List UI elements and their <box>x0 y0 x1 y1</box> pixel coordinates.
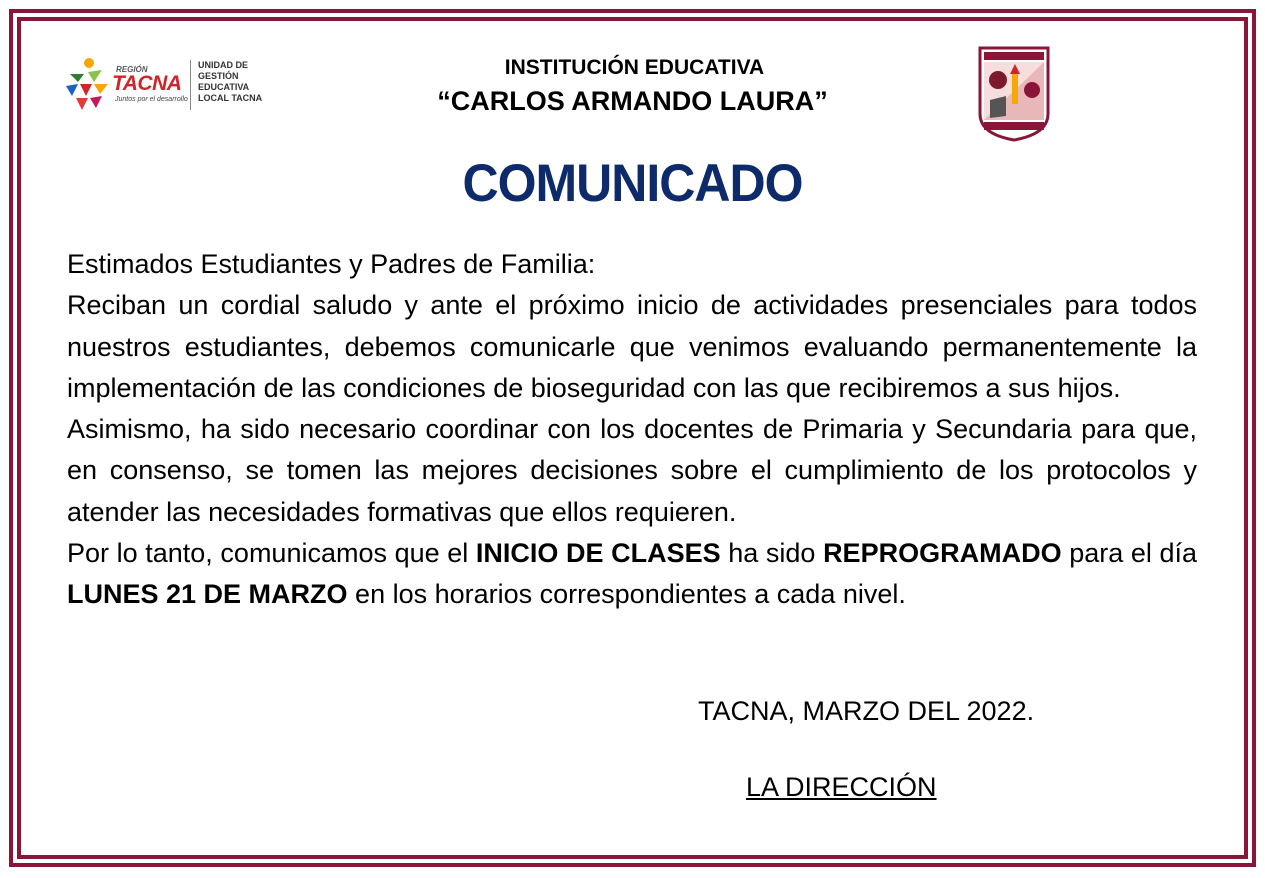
paragraph-2: Asimismo, ha sido necesario coordinar con los docentes de Primaria y Secundaria para que, en consenso, se tomen las mejores decisiones sobre el cumplimiento de los protocolos y atender las necesidades formativas que ellos requieren. <box>67 414 1197 527</box>
greeting: Estimados Estudiantes y Padres de Familia: <box>67 249 596 279</box>
date-emphasis: LUNES 21 DE MARZO <box>67 579 348 610</box>
brand-tagline: Juntos por el desarrollo <box>115 96 188 103</box>
paragraph-3 <box>67 533 1197 616</box>
institution-type: INSTITUCIÓN EDUCATIVA <box>504 56 765 79</box>
school-crest-icon <box>976 44 1052 142</box>
paragraph-1: Reciban un cordial saludo y ante el próximo inicio de actividades presenciales para todos nuestros estudiantes, debemos comunicarle que venimos evaluando permanentemente la implementación de las condiciones de bioseguridad con las que recibiremos a sus hijos. <box>67 290 1197 403</box>
notice-body <box>67 244 1197 616</box>
para3-text-a: Por lo tanto, comunicamos que el <box>67 538 476 569</box>
ugel-unit-name: UNIDAD DE GESTIÓN EDUCATIVA LOCAL TACNA <box>198 60 263 103</box>
place-date: TACNA, MARZO DEL 2022. <box>698 696 1035 726</box>
rescheduled-emphasis: REPROGRAMADO <box>823 538 1062 569</box>
signature: LA DIRECCIÓN <box>746 772 937 802</box>
classes-start-emphasis: INICIO DE CLASES <box>475 538 721 569</box>
notice-title: COMUNICADO <box>462 153 803 213</box>
para3-text-g: en los horarios correspondientes a cada nivel. <box>347 579 906 610</box>
tacna-brand: TACNA <box>112 72 182 95</box>
para3-text-c: ha sido <box>720 538 824 569</box>
institution-name: “CARLOS ARMANDO LAURA” <box>437 86 828 116</box>
region-label: REGIÓN <box>116 65 148 74</box>
para3-text-e: para el día <box>1061 538 1198 569</box>
